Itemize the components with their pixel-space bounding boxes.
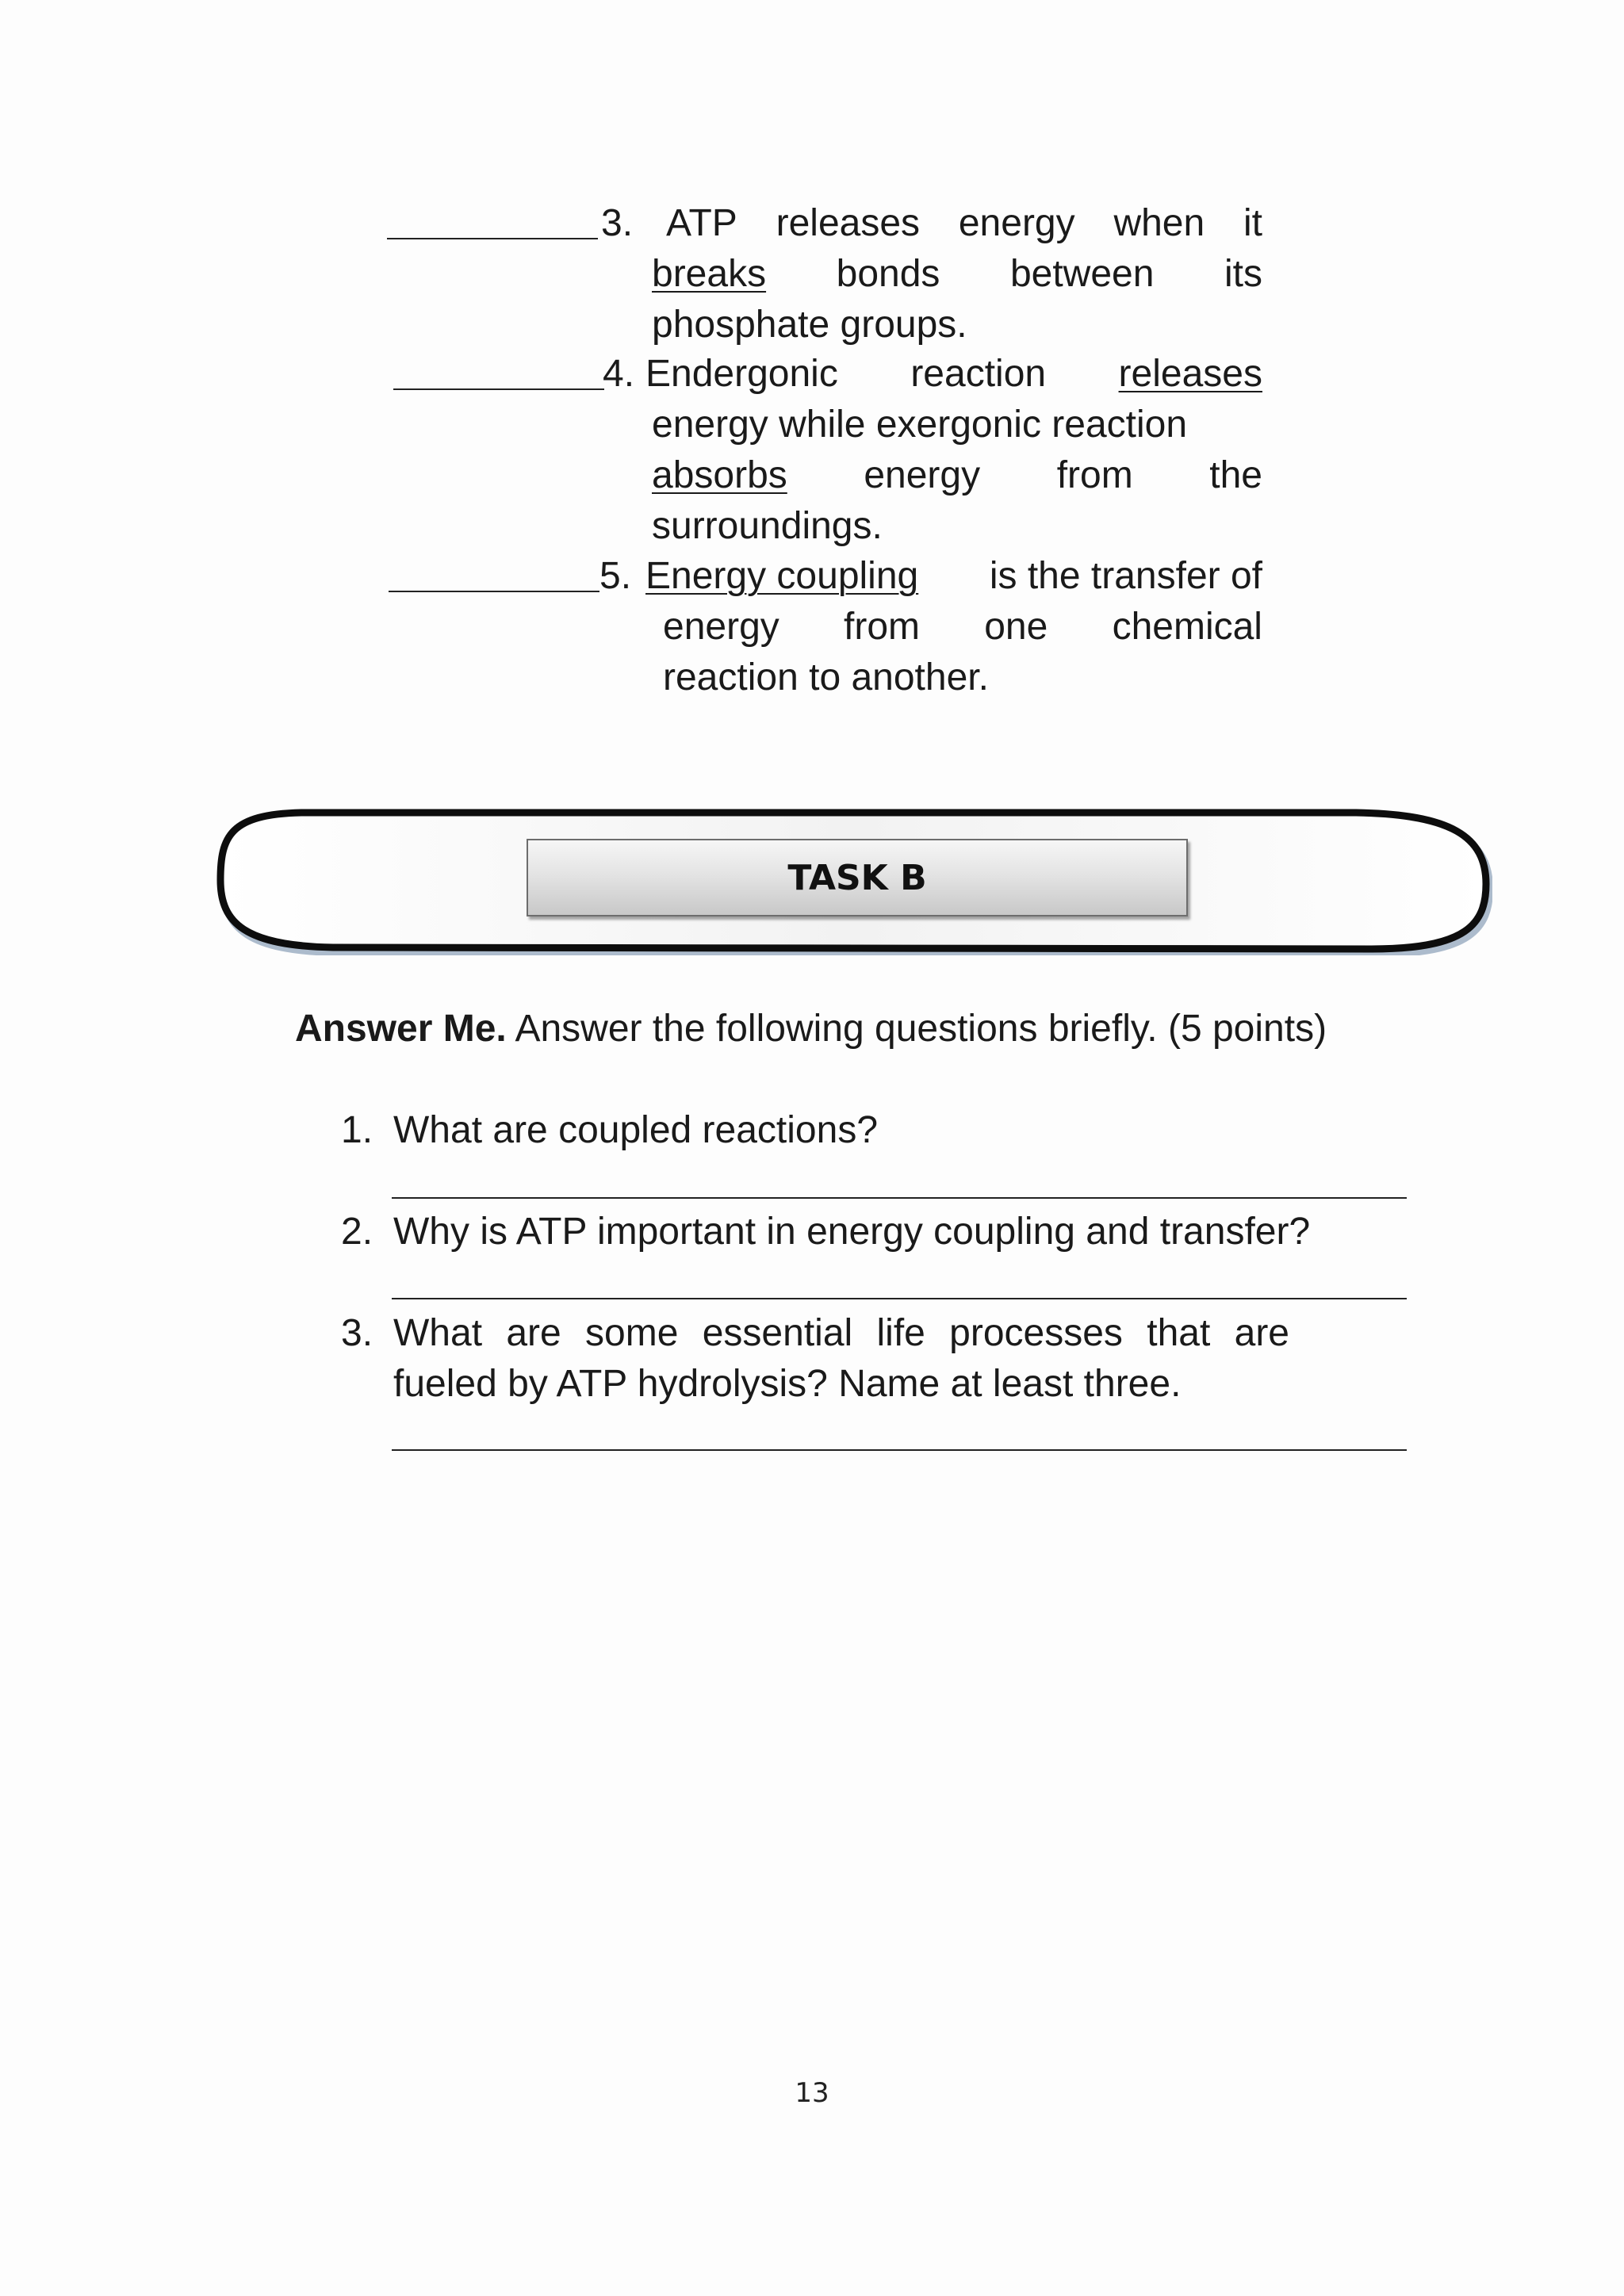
answer-line-1[interactable] — [392, 1197, 1407, 1199]
item-number: 3. — [601, 202, 634, 244]
instruction-text: Answer the following questions briefly. (5 points) — [506, 1008, 1327, 1050]
answer-blank-5[interactable] — [389, 591, 599, 592]
item-number-5: 5. — [599, 555, 632, 597]
statement-line: ATP releases energy when it — [666, 202, 1262, 244]
instruction — [295, 1004, 1405, 1054]
statement-line: phosphate groups. — [652, 304, 967, 346]
statement-3 — [652, 198, 1262, 350]
statement-line: energy from one chemical — [663, 606, 1262, 648]
answer-line-2[interactable] — [392, 1298, 1407, 1299]
underlined-term: releases — [1118, 353, 1262, 395]
statement-line: absorbs energy from the — [645, 450, 1262, 501]
item-number-4: 4. — [603, 353, 635, 395]
page-number: 13 — [795, 2077, 829, 2109]
question-text: Why is ATP important in energy coupling and transfer? — [393, 1211, 1311, 1253]
question-text: What are coupled reactions? — [393, 1109, 879, 1151]
answer-line-3[interactable] — [392, 1449, 1407, 1451]
question-number: 1. — [341, 1109, 373, 1151]
answer-blank-4[interactable] — [393, 388, 604, 390]
underlined-term: Energy coupling — [645, 555, 919, 597]
underlined-term: absorbs — [652, 454, 787, 496]
statement-line: Endergonic reaction releases — [645, 349, 1262, 400]
statement-5 — [645, 551, 1262, 703]
statement-line: surroundings. — [652, 505, 883, 547]
statement-4 — [645, 349, 1262, 552]
question-number: 3. — [341, 1312, 373, 1354]
statement-line: breaks bonds between its — [652, 249, 1262, 300]
question-number: 2. — [341, 1211, 373, 1253]
statement-line: energy while exergonic reaction — [652, 404, 1188, 446]
statement-line: Energy coupling is the transfer of — [645, 551, 1262, 602]
instruction-title: Answer Me. — [295, 1008, 507, 1050]
underlined-term: breaks — [652, 253, 767, 295]
task-label: TASK B — [527, 839, 1188, 916]
question-text: What are some essential life processes that are fueled by ATP hydrolysis? Name at least three. — [393, 1312, 1289, 1405]
answer-blank[interactable] — [387, 238, 598, 239]
statement-line: reaction to another. — [663, 656, 989, 698]
